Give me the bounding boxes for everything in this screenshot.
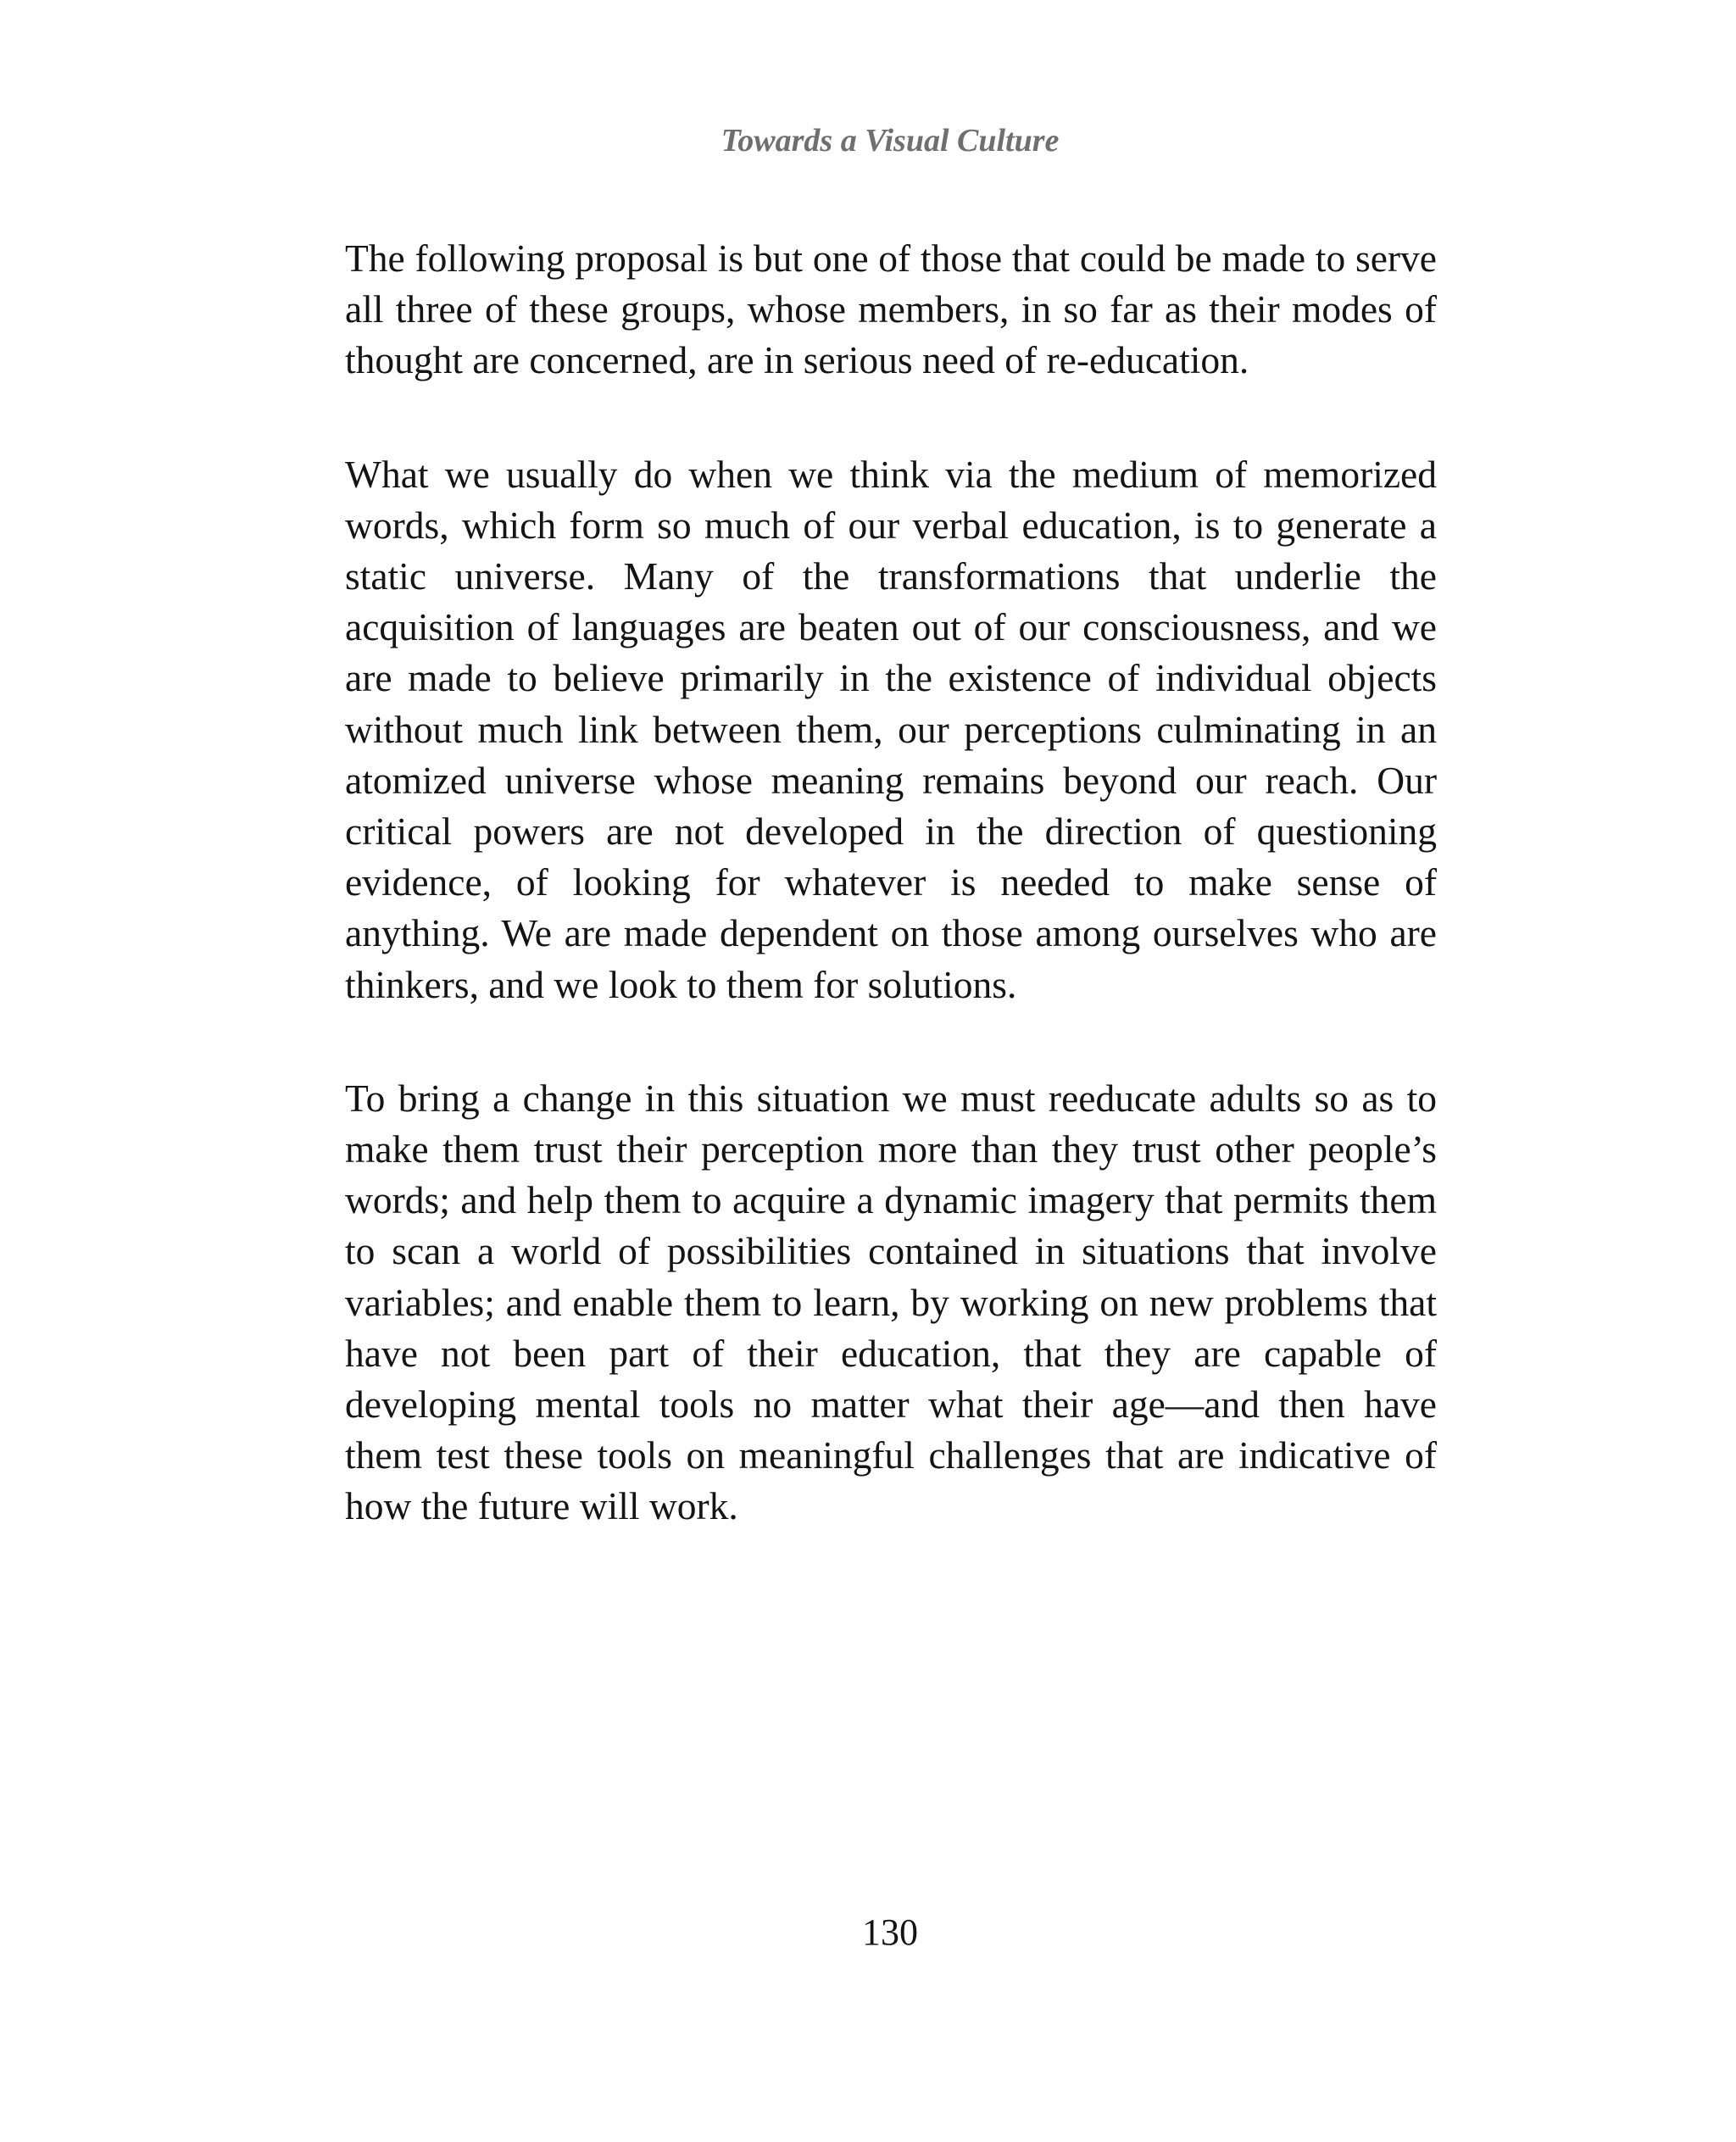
running-header-title: Towards a Visual Culture [721, 123, 1060, 159]
body-text [345, 233, 1437, 1595]
paragraph-3: To bring a change in this situation we must reeducate adults so as to make them trust their perception more than they trust other people’s words; and help them to acquire a dynamic imagery that permits them to scan a world of possibilities contained in situations that involve variables; and enable them to learn, by working on new problems that have not been part of their education, that they are capable of developing mental tools no matter what their age—and then have them test these tools on meaningful challenges that are indicative of how the future will work. [345, 1076, 1437, 1528]
paragraph-1: The following proposal is but one of those that could be made to serve all three of these groups, whose members, in so far as their modes of thought are concerned, are in serious need of re-education. [345, 236, 1437, 382]
page-number: 130 [862, 1911, 918, 1953]
paragraph-2: What we usually do when we think via the medium of memorized words, which form so much of our verbal education, is to generate a static universe. Many of the transformations that underlie the acquisition of languages are beaten out of our consciousness, and we are made to believe primarily in the existence of individual objects without much link between them, our perceptions culminating in an atomized universe whose meaning remains beyond our reach. Our critical powers are not developed in the direction of questioning evidence, of looking for whatever is needed to make sense of anything. We are made dependent on those among ourselves who are thinkers, and we look to them for solutions. [345, 452, 1437, 1006]
